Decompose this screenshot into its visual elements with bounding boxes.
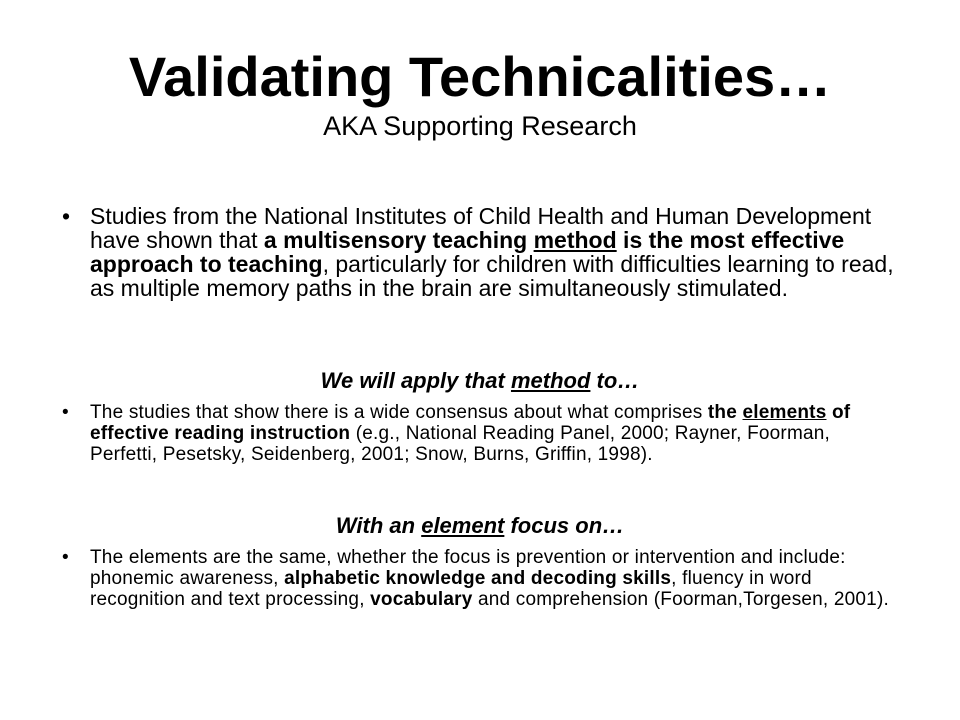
bullet-item-multisensory [62,204,902,300]
heading-run: We will apply that [320,368,511,393]
bold-run: of effective reading instruction [90,402,851,444]
heading-underlined-run: method [510,368,591,393]
bold-run: is the most effective approach to teaching [90,227,845,277]
bold-run: vocabulary [370,589,473,610]
underlined-run: elements [742,402,827,423]
text-run: and comprehension (Foorman,Torgesen, 2001). [472,589,889,610]
bullet-icon: • [62,547,69,568]
bold-run: alphabetic knowledge and decoding skills [284,568,672,589]
bullet-text [90,204,902,300]
bullet-text [90,547,902,610]
text-run: The studies that show there is a wide consensus about what comprises [90,402,708,423]
section-heading-element [0,513,960,539]
bold-run: a multisensory teaching [263,227,534,253]
text-run: The elements are the same, whether the focus is prevention or intervention and include: phonemic awareness, [90,547,846,589]
bold-run: the [707,402,743,423]
heading-run: With an [335,513,422,538]
slide-subtitle: AKA Supporting Research [323,111,637,141]
text-run: , particularly for children with difficulties learning to read, as multiple memory paths in the brain are simultaneously stimulated. [90,251,894,301]
text-run: , fluency in word recognition and text processing, [90,568,812,610]
bullet-item-consensus [62,402,902,465]
text-run: Studies from the National Institutes of Child Health and Human Development have shown that [90,203,872,253]
heading-run: focus on… [504,513,625,538]
bullet-icon: • [62,203,71,229]
heading-run: to… [590,368,640,393]
heading-underlined-run: element [421,513,505,538]
text-run: (e.g., National Reading Panel, 2000; Rayner, Foorman, Perfetti, Pesetsky, Seidenberg, 2001; Snow, Burns, Griffin, 1998). [90,423,830,465]
bullet-item-elements [62,547,902,610]
title-block [0,44,960,142]
underlined-run: method [533,227,617,253]
slide-title: Validating Technicalities… [128,45,832,108]
section-heading-method [0,368,960,394]
bullet-icon: • [62,402,69,423]
bullet-text [90,402,902,465]
